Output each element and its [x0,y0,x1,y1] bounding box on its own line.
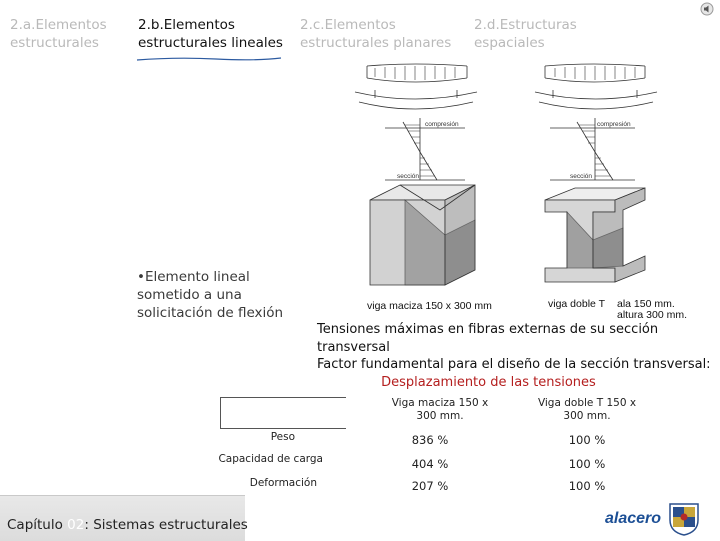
university-seal-icon [664,501,704,537]
table-header-ibeam: Viga doble T 150 x 300 mm. [537,397,637,422]
beam-diagram [345,60,690,315]
explanation-line-1: Tensiones máximas en fibras externas de su sección transversal [317,322,659,355]
nav-item-estructuras-espaciales[interactable]: 2.d.Estructuras espaciales [474,17,577,51]
i-beam-block [545,188,645,282]
caption-i-beam-flange: ala 150 mm. [617,298,675,310]
explanation-accent: Desplazamiento de las tensiones [381,374,596,390]
value-peso-ibeam: 100 % [568,433,606,447]
table-corner-cell [220,397,346,429]
sound-icon[interactable] [700,2,714,16]
caption-i-beam-title: viga doble T [548,298,606,310]
solid-beam-bending [355,64,477,109]
row-label-capacidad: Capacidad de carga [218,453,323,465]
row-label-deformacion: Deformación [249,477,317,489]
label-compresion-right: compresión [597,121,631,128]
value-deformacion-ibeam: 100 % [568,479,606,493]
beam-figure [345,60,690,321]
nav-item-elementos-planares[interactable]: 2.c.Elementos estructurales planares [300,17,452,51]
bullet-text: •Elemento lineal sometido a una solicitación de flexión [137,269,284,321]
chapter-prefix: Capítulo [7,517,68,533]
value-peso-solid: 836 % [411,433,449,447]
value-deformacion-solid: 207 % [411,479,449,493]
alacero-logo: alacero [605,510,662,527]
chapter-title: : Sistemas estructurales [84,517,248,533]
label-seccion-left: sección [397,173,420,180]
row-label-peso: Peso [270,431,295,443]
chapter-number: 02 [67,517,85,533]
chapter-footer [7,517,248,533]
nav-item-elementos-lineales[interactable]: 2.b.Elementos estructurales lineales [138,17,283,51]
caption-solid-beam: viga maciza 150 x 300 mm [367,300,492,312]
nav-item-elementos-estructurales[interactable]: 2.a.Elementos estructurales [10,17,107,51]
explanation-line-2-main: Factor fundamental para el diseño de la sección transversal: [317,357,711,372]
label-compresion-left: compresión [425,121,459,128]
comparison-table [218,397,665,493]
label-seccion-right: sección [570,173,593,180]
caption-i-beam-height: altura 300 mm. [617,309,688,321]
explanation-line-2 [317,356,717,391]
active-nav-underline [136,56,282,62]
explanation-text [317,321,717,391]
solid-beam-block [370,185,475,285]
i-beam-bending [535,64,657,109]
value-capacidad-solid: 404 % [411,457,449,471]
value-capacidad-ibeam: 100 % [568,457,606,471]
table-header-solid: Viga maciza 150 x 300 mm. [391,397,489,422]
